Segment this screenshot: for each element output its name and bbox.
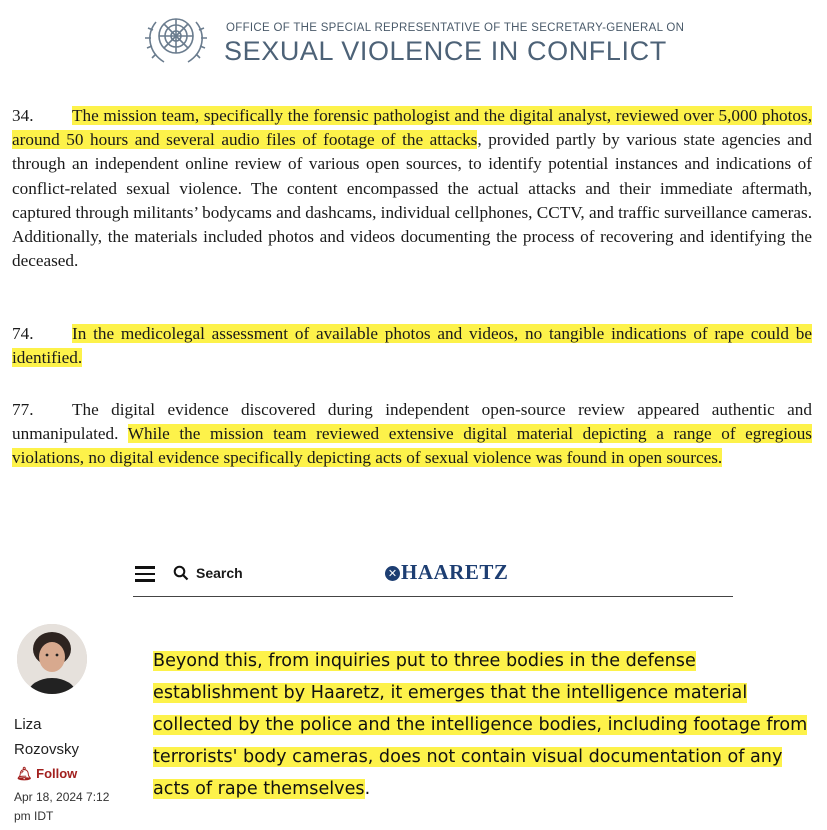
author-first-name: Liza (14, 716, 42, 733)
un-emblem-icon (140, 8, 212, 70)
paragraph-77 (12, 398, 812, 471)
search-button[interactable]: Search (196, 565, 243, 581)
org-name-line2: SEXUAL VIOLENCE IN CONFLICT (224, 36, 667, 66)
haaretz-header-bar (133, 556, 733, 597)
paragraph-number: 77. (12, 400, 34, 419)
author-last-name: Rozovsky (14, 741, 80, 758)
paragraph-74 (12, 322, 812, 370)
author-name[interactable] (14, 712, 79, 762)
paragraph-number: 74. (12, 324, 34, 343)
highlighted-text: While the mission team reviewed extensive digital material depicting a range of egregious violations, no digital evidence specifically depicting acts of sexual violence was found in open sources. (12, 424, 812, 468)
article-quote: Beyond this, from inquiries put to three bodies in the defense establishment by Haaretz, it emerges that the intelligence material collected by the police and the intelligence bodies, including footage from terrorists' body cameras, does not contain visual documentation of any acts of rape themselves. (153, 651, 808, 799)
paragraph-text: The digital evidence discovered during independent open-source review appeared authentic and unmanipulated. (12, 400, 812, 444)
search-icon[interactable] (173, 565, 189, 581)
date-line1: Apr 18, 2024 7:12 (14, 790, 110, 804)
highlighted-text: The mission team, specifically the forensic pathologist and the digital analyst, reviewed over 5,000 photos, around 50 hours and several audio files of footage of the attacks (12, 106, 812, 150)
paragraph-number: 34. (12, 106, 34, 125)
publish-date (14, 788, 126, 826)
follow-label: Follow (36, 766, 78, 781)
highlighted-text: In the medicolegal assessment of available photos and videos, no tangible indications of rape could be identified. (12, 324, 812, 368)
highlighted-quote: Beyond this, from inquiries put to three bodies in the defense establishment by Haaretz, it emerges that the intelligence material collected by the police and the intelligence bodies, including footage from terrorists' body cameras, does not contain visual documentation of any acts of rape themselves (153, 651, 808, 799)
date-line2: pm IDT (14, 809, 54, 823)
haaretz-logo-icon: ✕ (385, 566, 400, 581)
haaretz-logo[interactable]: HAARETZ (401, 560, 509, 584)
org-name-line1: OFFICE OF THE SPECIAL REPRESENTATIVE OF THE SECRETARY-GENERAL ON (226, 22, 685, 34)
bell-icon: 🔔︎ (16, 766, 33, 781)
hamburger-menu-icon[interactable] (135, 566, 155, 582)
follow-button[interactable] (16, 766, 77, 782)
author-avatar[interactable] (17, 624, 87, 694)
paragraph-text: , provided partly by various state agencies and through an independent online review of various open sources, to identify potential instances and indications of conflict-related sexual violence. The content encompassed the actual attacks and their immediate aftermath, captured through militants’ bodycams and dashcams, individual cellphones, CCTV, and traffic surveillance cameras. Additionally, the materials included photos and videos documenting the process of recovering and identifying the deceased. (12, 130, 812, 271)
report-header (140, 8, 700, 68)
paragraph-34 (12, 104, 812, 273)
